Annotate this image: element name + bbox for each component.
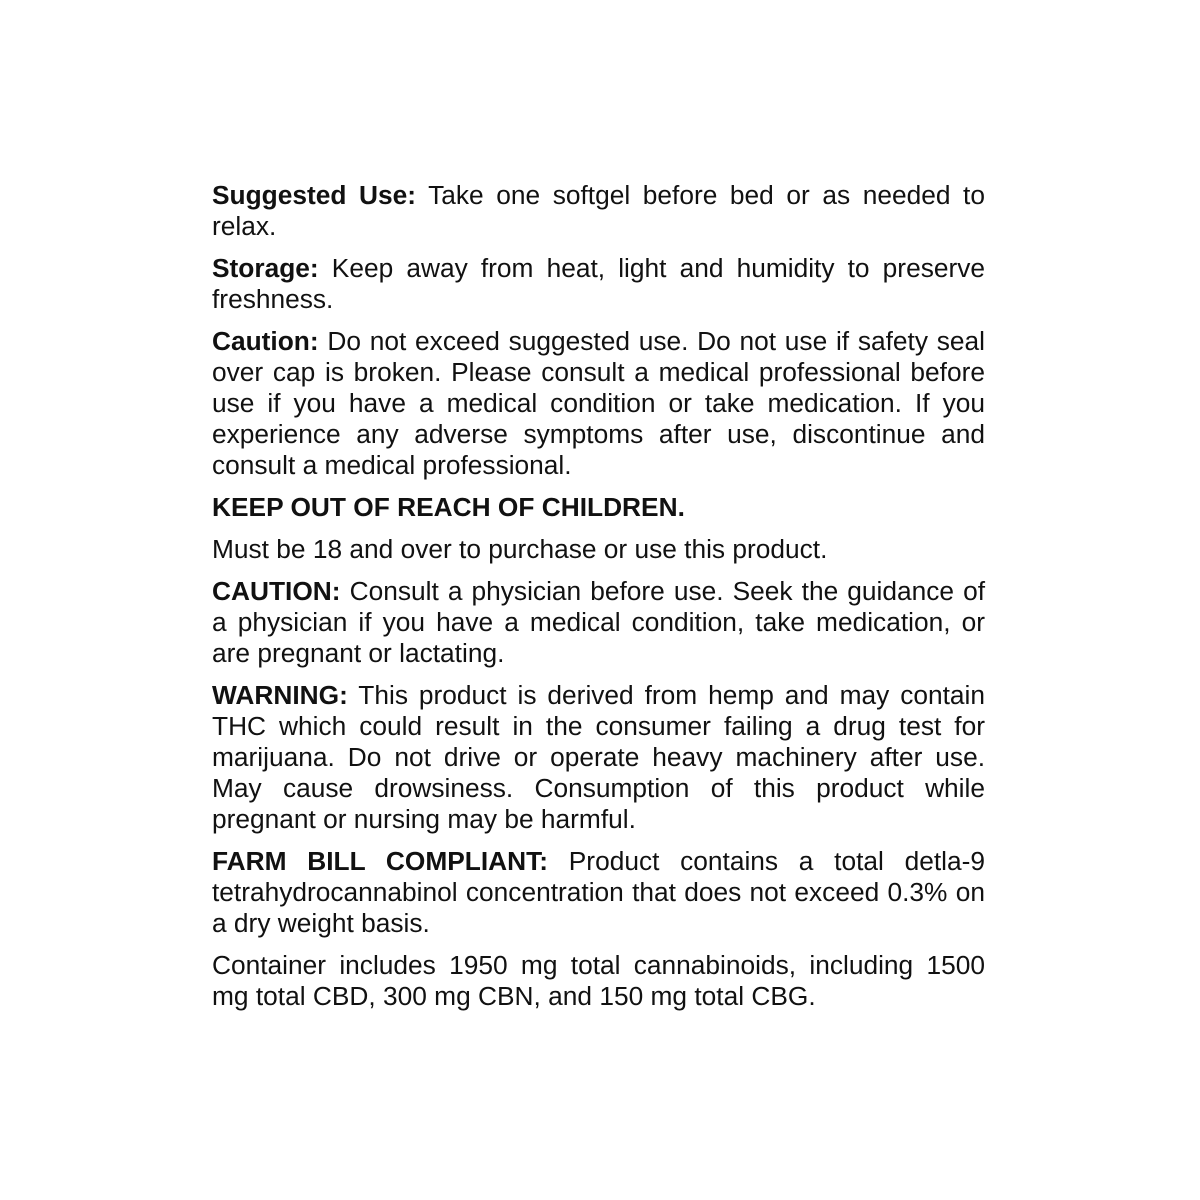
container-contents-paragraph: Container includes 1950 mg total cannabinoids, including 1500 mg total CBD, 300 mg CBN, and 150 mg total CBG.	[212, 950, 985, 1011]
storage-lead: Storage:	[212, 253, 319, 283]
suggested-use-lead: Suggested Use:	[212, 180, 417, 210]
warning-lead: WARNING:	[212, 680, 348, 710]
caution-paragraph	[212, 326, 985, 481]
farm-bill-lead: FARM BILL COMPLIANT:	[212, 846, 549, 876]
caution-lead: Caution:	[212, 326, 319, 356]
caution-physician-lead: CAUTION:	[212, 576, 341, 606]
warning-paragraph	[212, 680, 985, 835]
caution-physician-text: Consult a physician before use. Seek the guidance of a physician if you have a medical condition, take medication, or are pregnant or lactating.	[212, 576, 985, 668]
keep-out-heading: KEEP OUT OF REACH OF CHILDREN.	[212, 492, 685, 522]
farm-bill-text: Product contains a total detla-9 tetrahydrocannabinol concentration that does not exceed 0.3% on a dry weight basis.	[212, 846, 985, 938]
farm-bill-paragraph	[212, 846, 985, 939]
suggested-use-paragraph	[212, 180, 985, 242]
storage-text: Keep away from heat, light and humidity to preserve freshness.	[212, 253, 985, 314]
storage-paragraph	[212, 253, 985, 315]
suggested-use-text: Take one softgel before bed or as needed to relax.	[212, 180, 985, 241]
warning-text: This product is derived from hemp and may contain THC which could result in the consumer failing a drug test for marijuana. Do not drive or operate heavy machinery after use. May cause drowsiness. Consumption of this product while pregnant or nursing may be harmful.	[212, 680, 985, 834]
age-requirement-paragraph: Must be 18 and over to purchase or use this product.	[212, 534, 828, 564]
caution-physician-paragraph	[212, 576, 985, 669]
caution-text: Do not exceed suggested use. Do not use if safety seal over cap is broken. Please consult a medical professional before use if you have a medical condition or take medication. If you experience any adverse symptoms after use, discontinue and consult a medical professional.	[212, 326, 985, 480]
label-panel	[212, 180, 985, 1023]
